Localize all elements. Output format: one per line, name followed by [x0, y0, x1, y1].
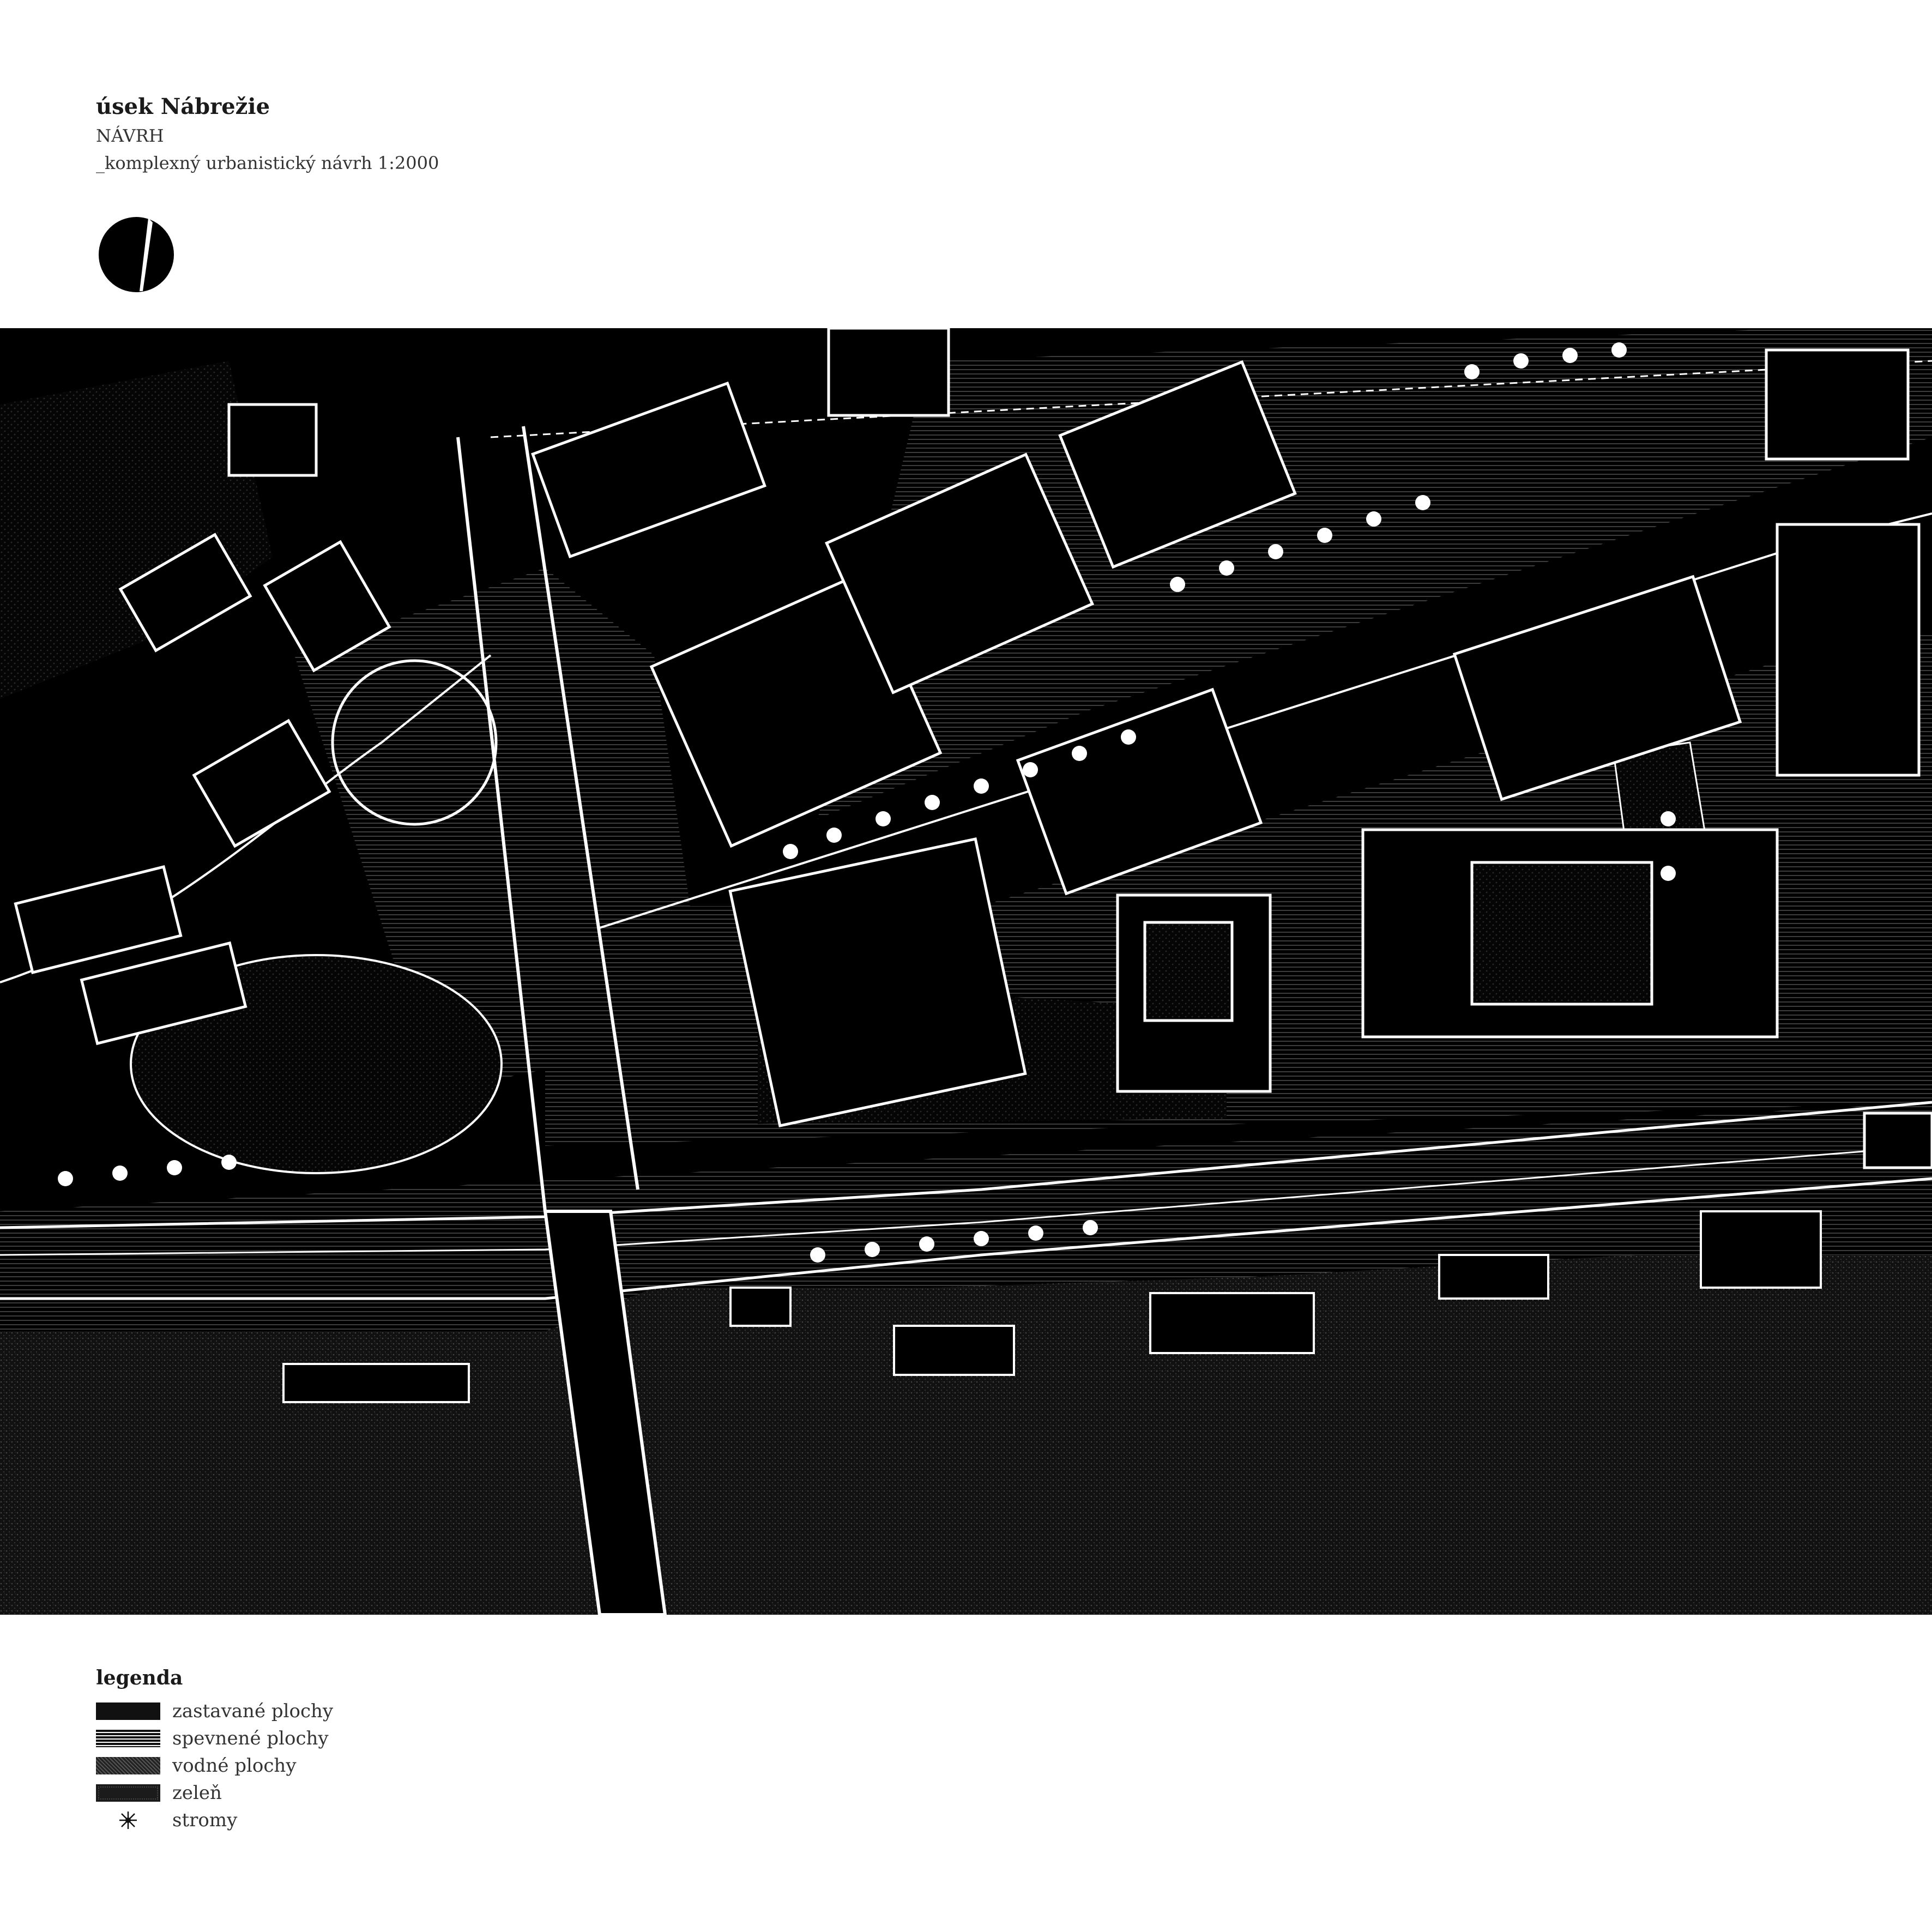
page-subtitle-design: NÁVRH — [96, 125, 164, 146]
tree-icon — [96, 1812, 160, 1829]
green-texture-icon — [96, 1784, 160, 1802]
solid-black-icon — [96, 1702, 160, 1720]
hatched-lines-icon — [96, 1730, 160, 1747]
legend-item-trees — [96, 1807, 333, 1834]
site-plan-map — [0, 328, 1932, 1615]
legend — [96, 1663, 333, 1834]
legend-label: spevnené plochy — [172, 1728, 329, 1749]
dotted-texture-icon — [96, 1757, 160, 1774]
legend-title: legenda — [96, 1667, 183, 1689]
page-subtitle-scale: _komplexný urbanistický návrh 1:2000 — [96, 153, 439, 173]
legend-label: vodné plochy — [172, 1755, 297, 1777]
legend-item-green — [96, 1779, 333, 1807]
legend-label: zastavané plochy — [172, 1700, 334, 1722]
legend-item-built — [96, 1698, 333, 1725]
page-title: úsek Nábrežie — [96, 94, 270, 119]
header — [96, 92, 439, 177]
legend-label: zeleň — [172, 1782, 222, 1804]
legend-label: stromy — [172, 1809, 238, 1831]
north-arrow-icon — [96, 217, 177, 292]
legend-item-water — [96, 1752, 333, 1779]
legend-item-paved — [96, 1725, 333, 1752]
